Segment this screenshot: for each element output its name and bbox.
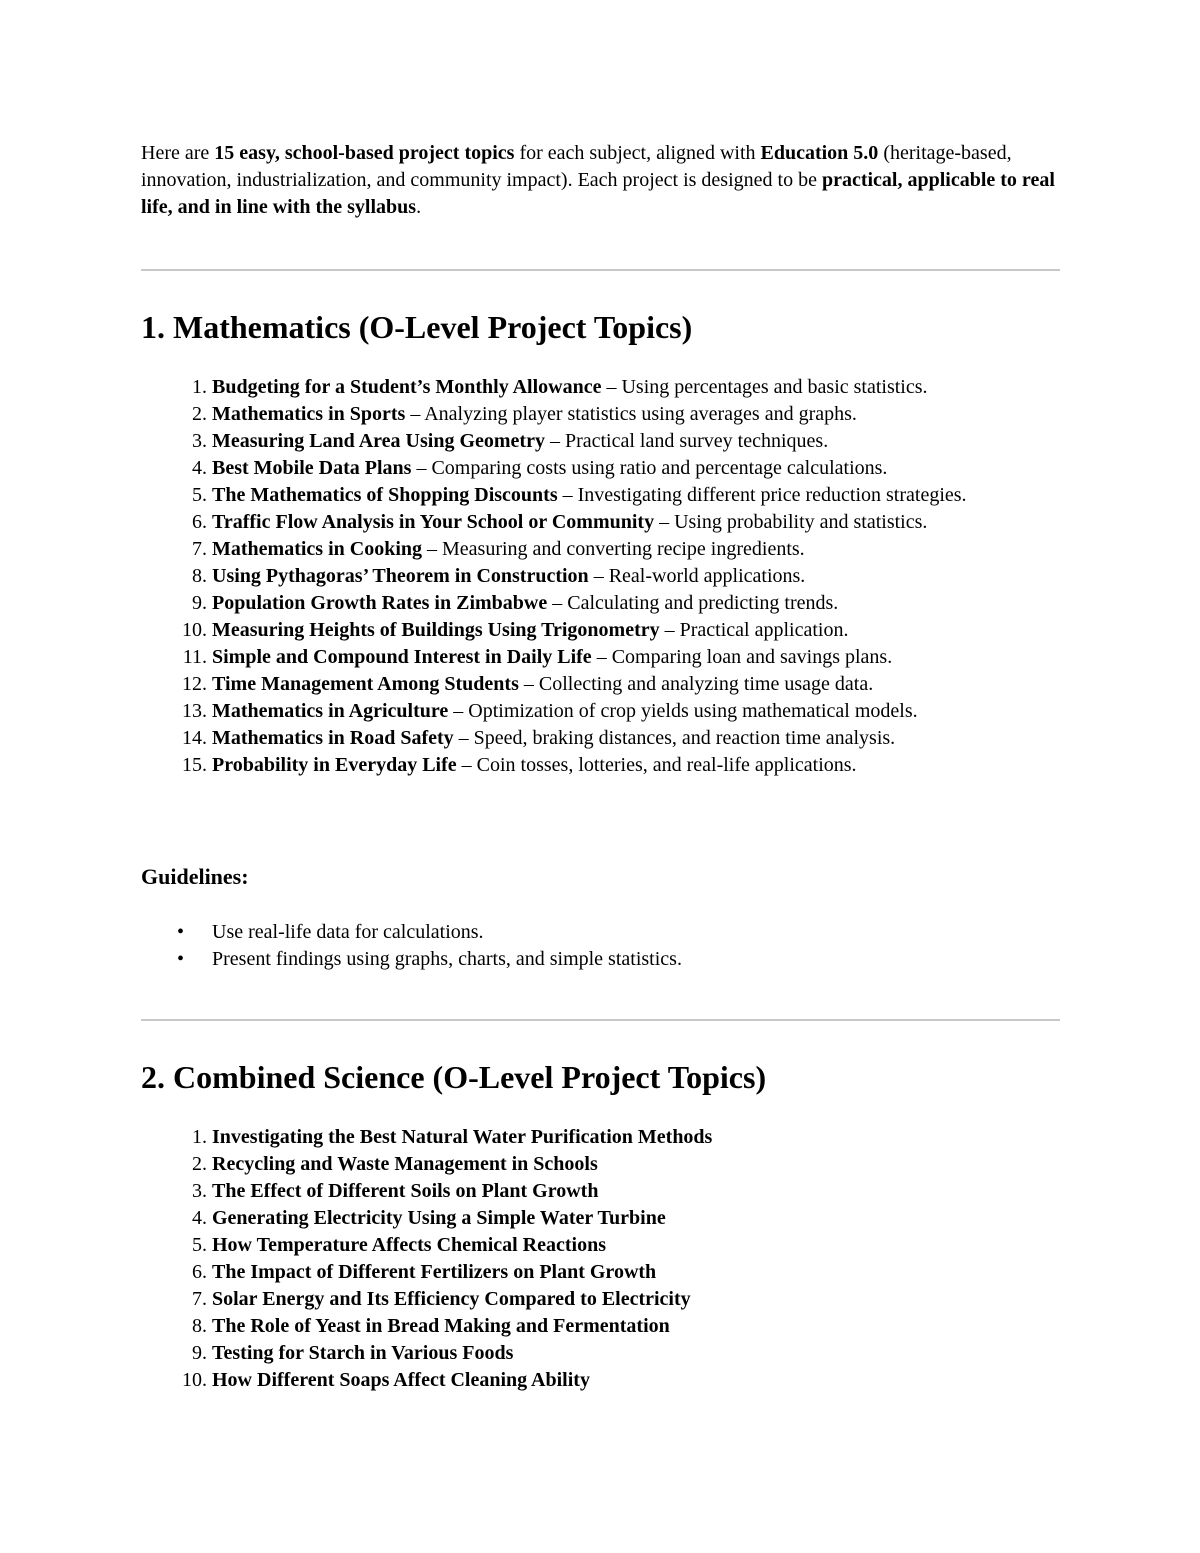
list-item <box>141 509 1066 536</box>
topic-separator: – <box>411 457 432 479</box>
topic-title: How Temperature Affects Chemical Reactions <box>212 1234 607 1256</box>
list-number: 12. <box>182 673 207 695</box>
topic-separator: – <box>405 403 425 425</box>
intro-text-1: Here are <box>141 142 215 164</box>
topic-title: The Mathematics of Shopping Discounts <box>212 484 558 506</box>
topic-title: The Impact of Different Fertilizers on Plant Growth <box>212 1261 657 1283</box>
list-number: 4. <box>192 1207 207 1229</box>
list-number: 13. <box>182 700 207 722</box>
topic-description: Calculating and predicting trends. <box>567 592 839 614</box>
topic-title: Mathematics in Road Safety <box>212 727 454 749</box>
topic-title: Generating Electricity Using a Simple Water Turbine <box>212 1207 666 1229</box>
topic-separator: – <box>588 565 609 587</box>
guideline-text: Present findings using graphs, charts, and simple statistics. <box>212 948 682 970</box>
list-number: 5. <box>192 1234 207 1256</box>
guideline-text: Use real-life data for calculations. <box>212 921 484 943</box>
topic-title: Population Growth Rates in Zimbabwe <box>212 592 548 614</box>
list-number: 5. <box>192 484 207 506</box>
topic-title: Investigating the Best Natural Water Purification Methods <box>212 1126 713 1148</box>
list-number: 1. <box>192 1126 207 1148</box>
topic-title: The Effect of Different Soils on Plant Growth <box>212 1180 599 1202</box>
list-item <box>141 1205 1041 1232</box>
section-divider <box>141 269 1060 271</box>
intro-text-2: for each subject, aligned with <box>514 142 761 164</box>
list-item <box>141 590 1066 617</box>
list-item <box>141 401 1066 428</box>
topic-description: Using percentages and basic statistics. <box>621 376 928 398</box>
list-item <box>141 1367 1041 1394</box>
topic-title: Traffic Flow Analysis in Your School or Community <box>212 511 655 533</box>
list-number: 7. <box>192 1288 207 1310</box>
list-item <box>141 1340 1041 1367</box>
list-number: 10. <box>182 1369 207 1391</box>
list-item <box>141 1151 1041 1178</box>
document-page <box>141 140 1061 1391</box>
topic-separator: – <box>456 754 477 776</box>
list-number: 2. <box>192 1153 207 1175</box>
topic-title: Mathematics in Agriculture <box>212 700 449 722</box>
topic-description: Practical land survey techniques. <box>564 430 829 452</box>
list-number: 10. <box>182 619 207 641</box>
topic-title: Time Management Among Students <box>212 673 519 695</box>
topic-title: Measuring Heights of Buildings Using Trigonometry <box>212 619 660 641</box>
topic-separator: – <box>518 673 539 695</box>
topic-title: Using Pythagoras’ Theorem in Construction <box>212 565 589 587</box>
list-item <box>141 752 1066 779</box>
list-item <box>141 1178 1041 1205</box>
topic-description: Real-world applications. <box>608 565 806 587</box>
list-number: 2. <box>192 403 207 425</box>
list-item <box>141 1124 1041 1151</box>
topic-separator: – <box>654 511 675 533</box>
list-number: 9. <box>192 1342 207 1364</box>
list-number: 14. <box>182 727 207 749</box>
section-divider <box>141 1019 1060 1021</box>
intro-bold-1: 15 easy, school-based project topics <box>214 142 515 164</box>
topic-title: How Different Soaps Affect Cleaning Ability <box>212 1369 590 1391</box>
list-item <box>141 1232 1041 1259</box>
list-item <box>141 698 1066 725</box>
topic-title: Probability in Everyday Life <box>212 754 457 776</box>
list-number: 8. <box>192 565 207 587</box>
list-number: 8. <box>192 1315 207 1337</box>
list-item <box>141 428 1066 455</box>
intro-bold-2: Education 5.0 <box>760 142 879 164</box>
topic-title: Solar Energy and Its Efficiency Compared to Electricity <box>212 1288 691 1310</box>
topic-title: Mathematics in Sports <box>212 403 406 425</box>
topic-description: Investigating different price reduction strategies. <box>577 484 967 506</box>
topic-separator: – <box>453 727 474 749</box>
topic-description: Comparing costs using ratio and percentage calculations. <box>431 457 888 479</box>
topic-description: Comparing loan and savings plans. <box>611 646 893 668</box>
list-item <box>141 482 1066 509</box>
bullet-icon: • <box>177 948 185 970</box>
list-item <box>141 919 1041 946</box>
topic-title: Recycling and Waste Management in Schools <box>212 1153 598 1175</box>
topic-title: The Role of Yeast in Bread Making and Fermentation <box>212 1315 670 1337</box>
list-item <box>141 946 1041 973</box>
list-item <box>141 617 1066 644</box>
list-item <box>141 1259 1041 1286</box>
bullet-icon: • <box>177 921 185 943</box>
topic-title: Measuring Land Area Using Geometry <box>212 430 545 452</box>
topic-separator: – <box>547 592 568 614</box>
list-item <box>141 644 1066 671</box>
mathematics-heading: 1. Mathematics (O-Level Project Topics) <box>141 309 693 345</box>
list-number: 15. <box>182 754 207 776</box>
list-item <box>141 536 1066 563</box>
mathematics-topic-list <box>141 374 1066 779</box>
list-number: 6. <box>192 1261 207 1283</box>
combined-science-topic-list <box>141 1124 1041 1394</box>
combined-science-heading: 2. Combined Science (O-Level Project Topics) <box>141 1059 767 1095</box>
intro-bold-3: practical, applicable to real life, and in line with the syllabus <box>141 169 1055 218</box>
list-item <box>141 1286 1041 1313</box>
topic-description: Collecting and analyzing time usage data. <box>538 673 874 695</box>
topic-description: Optimization of crop yields using mathematical models. <box>468 700 918 722</box>
intro-text-4: . <box>416 196 422 218</box>
topic-separator: – <box>422 538 442 560</box>
topic-separator: – <box>448 700 469 722</box>
intro-paragraph <box>141 140 1061 221</box>
list-number: 11. <box>182 646 207 668</box>
list-item <box>141 563 1066 590</box>
list-item <box>141 455 1066 482</box>
topic-separator: – <box>601 376 622 398</box>
topic-title: Simple and Compound Interest in Daily Life <box>212 646 592 668</box>
list-item <box>141 671 1066 698</box>
list-number: 3. <box>192 430 207 452</box>
list-number: 7. <box>192 538 207 560</box>
list-item <box>141 374 1066 401</box>
topic-separator: – <box>659 619 680 641</box>
list-item <box>141 1313 1041 1340</box>
topic-description: Practical application. <box>679 619 849 641</box>
list-number: 4. <box>192 457 207 479</box>
topic-description: Using probability and statistics. <box>674 511 928 533</box>
topic-title: Budgeting for a Student’s Monthly Allowance <box>212 376 602 398</box>
list-number: 6. <box>192 511 207 533</box>
topic-separator: – <box>544 430 565 452</box>
guidelines-heading: Guidelines: <box>141 864 249 889</box>
topic-title: Testing for Starch in Various Foods <box>212 1342 514 1364</box>
list-number: 9. <box>192 592 207 614</box>
intro-text-3: (heritage-based, innovation, industrialization, and community impact). Each project is designed to be <box>141 142 1012 191</box>
topic-description: Speed, braking distances, and reaction time analysis. <box>473 727 896 749</box>
topic-description: Measuring and converting recipe ingredients. <box>442 538 805 560</box>
topic-title: Best Mobile Data Plans <box>212 457 412 479</box>
list-number: 1. <box>192 376 207 398</box>
topic-title: Mathematics in Cooking <box>212 538 422 560</box>
topic-separator: – <box>557 484 578 506</box>
guidelines-list <box>141 919 1041 973</box>
topic-separator: – <box>591 646 612 668</box>
topic-description: Coin tosses, lotteries, and real-life applications. <box>476 754 857 776</box>
topic-description: Analyzing player statistics using averages and graphs. <box>424 403 857 425</box>
list-number: 3. <box>192 1180 207 1202</box>
list-item <box>141 725 1066 752</box>
